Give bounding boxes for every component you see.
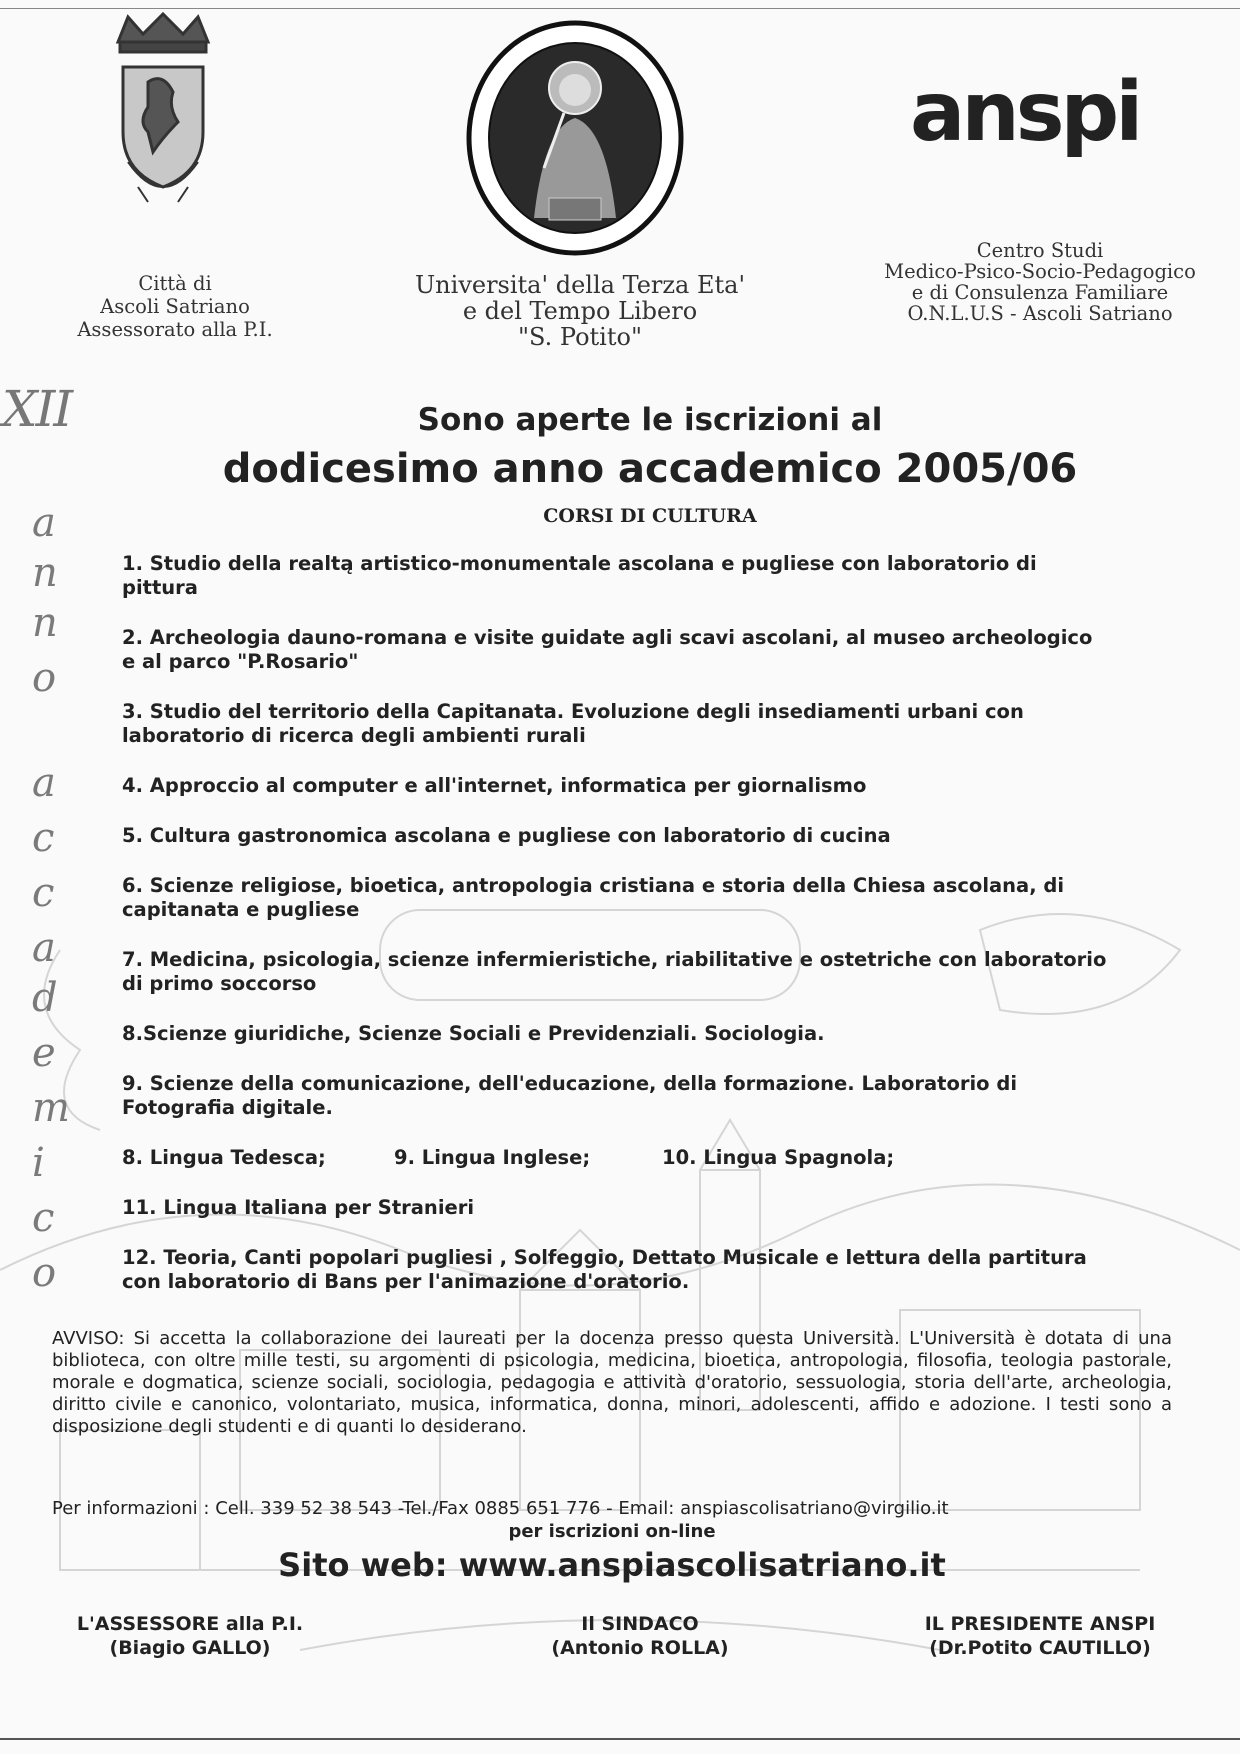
online-registration-label: per iscrizioni on-line <box>508 1521 716 1542</box>
centro-studi-caption <box>860 240 1220 324</box>
vertical-letter: a <box>32 760 56 806</box>
signature-sindaco <box>490 1612 790 1660</box>
course-line: 11. Lingua Italiana per Stranieri <box>122 1196 475 1219</box>
signature-title: Il SINDACO <box>581 1613 699 1635</box>
course-line: con laboratorio di Bans per l'animazione d'oratorio. <box>122 1270 690 1293</box>
signature-name: (Antonio ROLLA) <box>551 1637 729 1659</box>
course-line: pittura <box>122 576 198 599</box>
top-edge <box>0 8 1240 9</box>
vertical-letter: o <box>32 655 57 701</box>
vertical-letter: d <box>32 975 58 1021</box>
website-link[interactable]: Sito web: www.anspiascolisatriano.it <box>278 1546 946 1584</box>
course-item <box>122 824 1182 848</box>
course-item <box>122 1246 1182 1294</box>
course-item <box>122 552 1182 600</box>
anspi-logo <box>900 70 1170 170</box>
signature-name: (Dr.Potito CAUTILLO) <box>929 1637 1151 1659</box>
contact-info: Per informazioni : Cell. 339 52 38 543 -Tel./Fax 0885 651 776 - Email: anspiascolisatriano@virgilio.it <box>52 1498 949 1519</box>
course-line: laboratorio di ricerca degli ambienti rurali <box>122 724 586 747</box>
vertical-letter: a <box>32 500 56 546</box>
language-courses-row <box>122 1146 1182 1172</box>
caption-line: e del Tempo Libero <box>462 297 698 325</box>
vertical-letter: i <box>32 1140 45 1186</box>
course-line: 12. Teoria, Canti popolari pugliesi , Solfeggio, Dettato Musicale e lettura della partitura <box>122 1246 1087 1269</box>
course-item <box>122 700 1182 748</box>
section-title: CORSI DI CULTURA <box>543 505 757 527</box>
headline-line-1: Sono aperte le iscrizioni al <box>417 402 883 438</box>
language-course: 10. Lingua Spagnola; <box>662 1146 895 1169</box>
course-item <box>122 874 1182 922</box>
course-line: capitanata e pugliese <box>122 898 360 921</box>
course-line: 9. Scienze della comunicazione, dell'educazione, della formazione. Laboratorio di <box>122 1072 1018 1095</box>
vertical-letter: n <box>32 550 58 596</box>
headline-line-2: dodicesimo anno accademico 2005/06 <box>222 446 1078 492</box>
vertical-letter: c <box>32 815 55 861</box>
course-item <box>122 1196 1182 1220</box>
course-line: e al parco "P.Rosario" <box>122 650 359 673</box>
vertical-letter: c <box>32 870 55 916</box>
vertical-letter: c <box>32 1195 55 1241</box>
signature-assessore <box>40 1612 340 1660</box>
course-line: di primo soccorso <box>122 972 317 995</box>
notice-paragraph: AVVISO: Si accetta la collaborazione dei laureati per la docenza presso questa Università. L'Università è dotata di una biblioteca, con oltre mille testi, su argomenti di psicologia, medicina, bioetica, antropologia, filosofia, teologia pastorale, morale e dogmatica, scienze sociali, sociologia, pedagogia e attività d'oratorio, sessuologia, storia dell'arte, archeologia, diritto civile e canonico, volontariato, musica, informatica, donna, minori, adolescenti, affido e adozione. I testi sono a disposizione degli studenti e di quanti lo desiderano. <box>52 1328 1172 1437</box>
caption-line: Centro Studi <box>976 239 1104 262</box>
caption-line: e di Consulenza Familiare <box>911 281 1169 304</box>
vertical-letter: a <box>32 925 56 971</box>
course-line: 1. Studio della realtą artistico-monumentale ascolana e pugliese con laboratorio di <box>122 552 1037 575</box>
caption-line: O.N.L.U.S - Ascoli Satriano <box>907 302 1173 325</box>
ascoli-satriano-crest-icon <box>108 12 218 217</box>
caption-line: "S. Potito" <box>518 323 642 351</box>
signature-presidente <box>880 1612 1200 1660</box>
course-line: 5. Cultura gastronomica ascolana e pugliese con laboratorio di cucina <box>122 824 891 847</box>
course-line: 6. Scienze religiose, bioetica, antropologia cristiana e storia della Chiesa ascolana, di <box>122 874 1065 897</box>
course-item <box>122 774 1182 798</box>
course-line: 7. Medicina, psicologia, scienze infermieristiche, riabilitative e ostetriche con laboratorio <box>122 948 1107 971</box>
university-caption <box>390 272 770 350</box>
course-line: Fotografia digitale. <box>122 1096 333 1119</box>
vertical-letter: n <box>32 600 58 646</box>
bottom-edge <box>0 1738 1240 1740</box>
signature-title: IL PRESIDENTE ANSPI <box>924 1613 1156 1635</box>
caption-line: Ascoli Satriano <box>100 295 250 318</box>
course-item <box>122 1072 1182 1120</box>
signature-name: (Biagio GALLO) <box>109 1637 271 1659</box>
language-course: 8. Lingua Tedesca; <box>122 1146 326 1169</box>
caption-line: Città di <box>138 272 212 295</box>
course-item <box>122 1022 1182 1046</box>
vertical-letter: m <box>32 1085 70 1131</box>
university-seal-icon <box>464 18 686 258</box>
course-item <box>122 948 1182 996</box>
course-line: 3. Studio del territorio della Capitanata. Evoluzione degli insediamenti urbani con <box>122 700 1024 723</box>
course-line: 2. Archeologia dauno-romana e visite guidate agli scavi ascolani, al museo archeologico <box>122 626 1093 649</box>
vertical-numeral: XII <box>2 380 72 438</box>
course-line: 4. Approccio al computer e all'internet, informatica per giornalismo <box>122 774 867 797</box>
comune-caption <box>40 272 310 341</box>
vertical-letter: e <box>32 1030 56 1076</box>
signature-title: L'ASSESSORE alla P.I. <box>76 1613 304 1635</box>
language-course: 9. Lingua Inglese; <box>394 1146 591 1169</box>
anspi-logo-text: anspi <box>910 70 1140 160</box>
vertical-letter: o <box>32 1250 57 1296</box>
caption-line: Assessorato alla P.I. <box>77 318 273 341</box>
course-line: 8.Scienze giuridiche, Scienze Sociali e Previdenziali. Sociologia. <box>122 1022 825 1045</box>
caption-line: Medico-Psico-Socio-Pedagogico <box>884 260 1196 283</box>
course-item <box>122 626 1182 674</box>
caption-line: Universita' della Terza Eta' <box>414 271 746 299</box>
